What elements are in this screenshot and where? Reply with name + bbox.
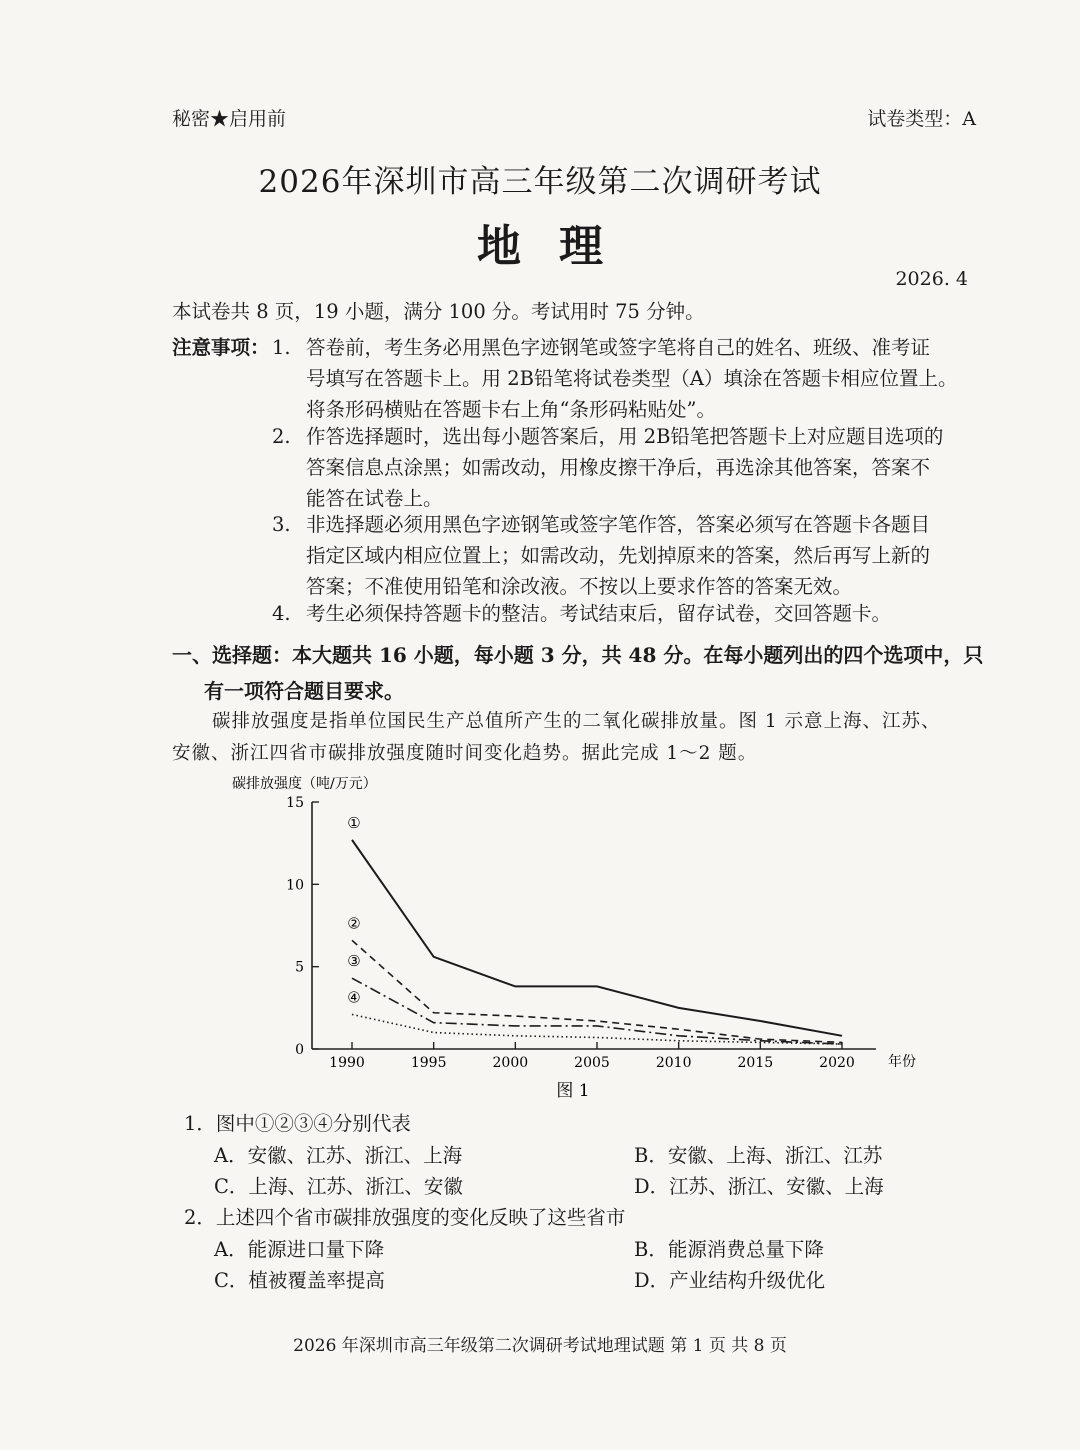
y-axis-label: 碳排放强度（吨/万元）	[232, 776, 377, 792]
notes-label: 注意事项：	[172, 336, 270, 359]
q2-option-b[interactable]: B．能源消费总量下降	[634, 1238, 824, 1261]
series-marker-label: ②	[347, 914, 361, 933]
q2-option-a[interactable]: A．能源进口量下降	[214, 1238, 385, 1261]
chart-axes	[312, 802, 876, 1049]
note-number: 2.	[272, 425, 291, 448]
q1-option-b[interactable]: B．安徽、上海、浙江、江苏	[634, 1144, 883, 1167]
subject-title: 地理	[477, 221, 641, 272]
q2-option-d[interactable]: D．产业结构升级优化	[634, 1269, 826, 1292]
note-line: 非选择题必须用黑色字迹钢笔或签字笔作答，答案必须写在答题卡各题目	[306, 513, 931, 536]
y-tick-label: 5	[295, 959, 304, 976]
exam-title: 2026年深圳市高三年级第二次调研考试	[258, 164, 822, 200]
note-3	[272, 509, 931, 602]
y-tick-label: 15	[286, 795, 304, 811]
note-line: 答案信息点涂黑；如需改动，用橡皮擦干净后，再选涂其他答案，答案不	[306, 456, 931, 479]
carbon-intensity-chart	[0, 770, 1080, 1110]
x-tick-label: 1995	[410, 1055, 447, 1071]
series-marker-label: ④	[347, 988, 361, 1007]
series-line	[352, 940, 842, 1042]
x-axis-label: 年份	[888, 1054, 916, 1070]
note-2	[272, 421, 944, 514]
note-4	[272, 598, 892, 629]
note-line: 指定区域内相应位置上；如需改动，先划掉原来的答案，然后再写上新的	[306, 544, 931, 567]
note-number: 4.	[272, 602, 291, 625]
paper-type-label: 试卷类型：A	[867, 108, 976, 130]
q1-option-a[interactable]: A．安徽、江苏、浙江、上海	[214, 1144, 463, 1167]
note-number: 1.	[272, 336, 291, 359]
q1-option-d[interactable]: D．江苏、浙江、安徽、上海	[634, 1175, 884, 1198]
passage-line-2: 安徽、浙江四省市碳排放强度随时间变化趋势。据此完成 1～2 题。	[172, 743, 758, 764]
note-line: 将条形码横贴在答题卡右上角“条形码粘贴处”。	[306, 398, 716, 421]
x-tick-label: 2005	[574, 1055, 610, 1071]
y-tick-label: 0	[295, 1042, 304, 1058]
series-marker-label: ③	[347, 952, 361, 971]
figure-caption: 图 1	[556, 1081, 590, 1101]
x-tick-label: 2010	[655, 1055, 692, 1071]
q1-option-c[interactable]: C．上海、江苏、浙江、安徽	[214, 1175, 463, 1198]
series-line	[352, 978, 842, 1044]
section-heading-cont: 有一项符合题目要求。	[204, 679, 404, 703]
note-line: 考生必须保持答题卡的整洁。考试结束后，留存试卷，交回答题卡。	[306, 602, 892, 625]
question-2-stem: 2．上述四个省市碳排放强度的变化反映了这些省市	[184, 1206, 626, 1229]
exam-intro: 本试卷共 8 页，19 小题，满分 100 分。考试用时 75 分钟。	[172, 300, 705, 323]
page-footer: 2026 年深圳市高三年级第二次调研考试地理试题 第 1 页 共 8 页	[293, 1336, 787, 1356]
note-1	[272, 332, 958, 425]
x-tick-label: 2015	[737, 1055, 774, 1071]
question-1-stem: 1．图中①②③④分别代表	[184, 1112, 411, 1135]
note-line: 答案；不准使用铅笔和涂改液。不按以上要求作答的答案无效。	[306, 575, 853, 598]
y-tick-label: 10	[286, 877, 304, 894]
chart-series	[347, 814, 842, 1044]
x-tick-label: 2000	[492, 1055, 529, 1071]
q2-option-c[interactable]: C．植被覆盖率提高	[214, 1269, 385, 1292]
passage-line-1: 碳排放强度是指单位国民生产总值所产生的二氧化碳排放量。图 1 示意上海、江苏、	[212, 711, 941, 732]
series-marker-label: ①	[347, 813, 361, 832]
confidential-label: 秘密★启用前	[172, 108, 287, 130]
x-tick-label: 1990	[329, 1055, 365, 1071]
note-line: 答卷前，考生务必用黑色字迹钢笔或签字笔将自己的姓名、班级、准考证	[306, 336, 931, 359]
x-tick-label: 2020	[819, 1055, 855, 1071]
note-line: 号填写在答题卡上。用 2B铅笔将试卷类型（A）填涂在答题卡相应位置上。	[306, 367, 958, 390]
note-line: 能答在试卷上。	[306, 487, 443, 510]
note-number: 3.	[272, 513, 291, 536]
section-heading: 一、选择题：本大题共 16 小题，每小题 3 分，共 48 分。在每小题列出的四个选项中，只	[172, 643, 984, 667]
exam-date: 2026. 4	[895, 268, 968, 290]
note-line: 作答选择题时，选出每小题答案后，用 2B铅笔把答题卡上对应题目选项的	[306, 425, 944, 448]
chart-ticks	[286, 795, 855, 1071]
